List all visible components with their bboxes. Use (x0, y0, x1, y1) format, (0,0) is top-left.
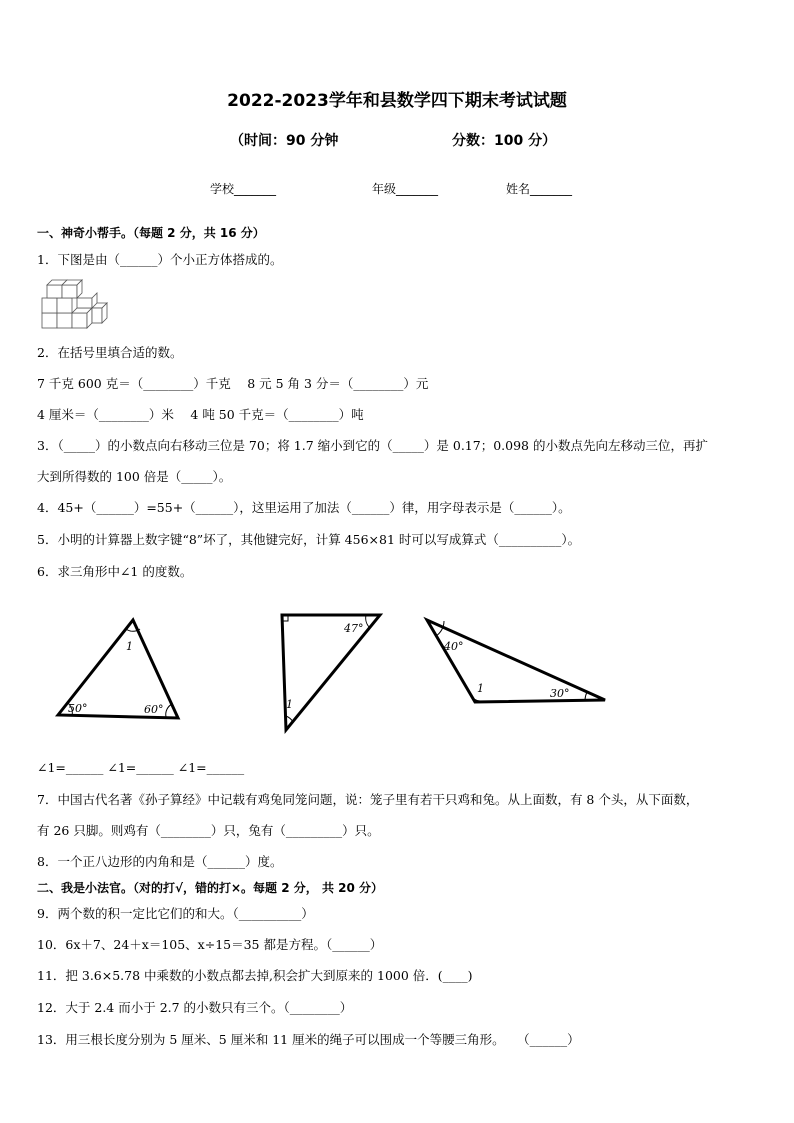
question-8: 8．一个正八边形的内角和是（______）度。 (37, 854, 283, 869)
question-7-line1: 7．中国古代名著《孙子算经》中记载有鸡兔同笼问题，说：笼子里有若干只鸡和兔。从上面数，有 8 个头，从下面数， (37, 792, 699, 807)
triangle-figures (40, 600, 620, 740)
tri1-angle-left: 50° (68, 702, 88, 715)
question-12: 12．大于 2.4 而小于 2.7 的小数只有三个。（________） (37, 1000, 353, 1015)
tri1-angle-right: 60° (144, 703, 164, 716)
tri2-angle1: 1 (286, 698, 293, 711)
grade-field: 年级_______ (372, 182, 439, 196)
page-title: 2022-2023学年和县数学四下期末考试试题 (227, 91, 567, 111)
question-3-line2: 大到所得数的 100 倍是（_____）。 (37, 469, 232, 484)
name-field: 姓名_______ (506, 182, 573, 196)
question-2: 2．在括号里填合适的数。 (37, 345, 183, 360)
tri1-angle1: 1 (126, 640, 133, 653)
question-10: 10．6x＋7、24＋x＝105、x÷15＝35 都是方程。（______） (37, 937, 383, 952)
exam-score: 分数：100 分） (452, 133, 557, 149)
question-3-line1: 3．（_____）的小数点向右移动三位是 70；将 1.7 缩小到它的（_____）是 0.17；0.098 的小数点先向左移动三位，再扩 (37, 438, 708, 453)
question-9: 9．两个数的积一定比它们的和大。（__________） (37, 906, 314, 921)
section1-heading: 一、神奇小帮手。（每题 2 分，共 16 分） (37, 226, 265, 240)
question-5: 5．小明的计算器上数字键“8”坏了，其他键完好，计算 456×81 时可以写成算式（__________）。 (37, 532, 581, 547)
question-7-line2: 有 26 只脚。则鸡有（________）只，兔有（_________）只。 (37, 823, 380, 838)
tri3-angle-right: 30° (550, 687, 570, 700)
question-2-line2: 4 厘米＝（________）米 4 吨 50 千克＝（________）吨 (37, 407, 364, 422)
question-4: 4．45+（______）=55+（______），这里运用了加法（______）律，用字母表示是（______）。 (37, 500, 571, 515)
question-1: 1．下图是由（______）个小正方体搭成的。 (37, 252, 283, 267)
triangle-3 (427, 620, 605, 702)
tri3-angle-left: 40° (444, 640, 464, 653)
school-field: 学校_______ (210, 182, 277, 196)
exam-time: （时间：90 分钟 (230, 133, 339, 149)
cube-stack-figure (40, 275, 110, 333)
question-6-answers: ∠1=______ ∠1=______ ∠1=______ (37, 760, 245, 775)
triangle-2 (282, 615, 380, 730)
question-6: 6．求三角形中∠1 的度数。 (37, 564, 193, 579)
question-11: 11．把 3.6×5.78 中乘数的小数点都去掉,积会扩大到原来的 1000 倍．(____) (37, 968, 473, 983)
question-13: 13．用三根长度分别为 5 厘米、5 厘米和 11 厘米的绳子可以围成一个等腰三角形。 （______） (37, 1032, 580, 1047)
section2-heading: 二、我是小法官。（对的打√，错的打×。每题 2 分， 共 20 分） (37, 881, 383, 895)
tri3-angle1: 1 (477, 682, 484, 695)
tri2-angle-top: 47° (344, 622, 364, 635)
question-2-line1: 7 千克 600 克＝（________）千克 8 元 5 角 3 分＝（________）元 (37, 376, 429, 391)
